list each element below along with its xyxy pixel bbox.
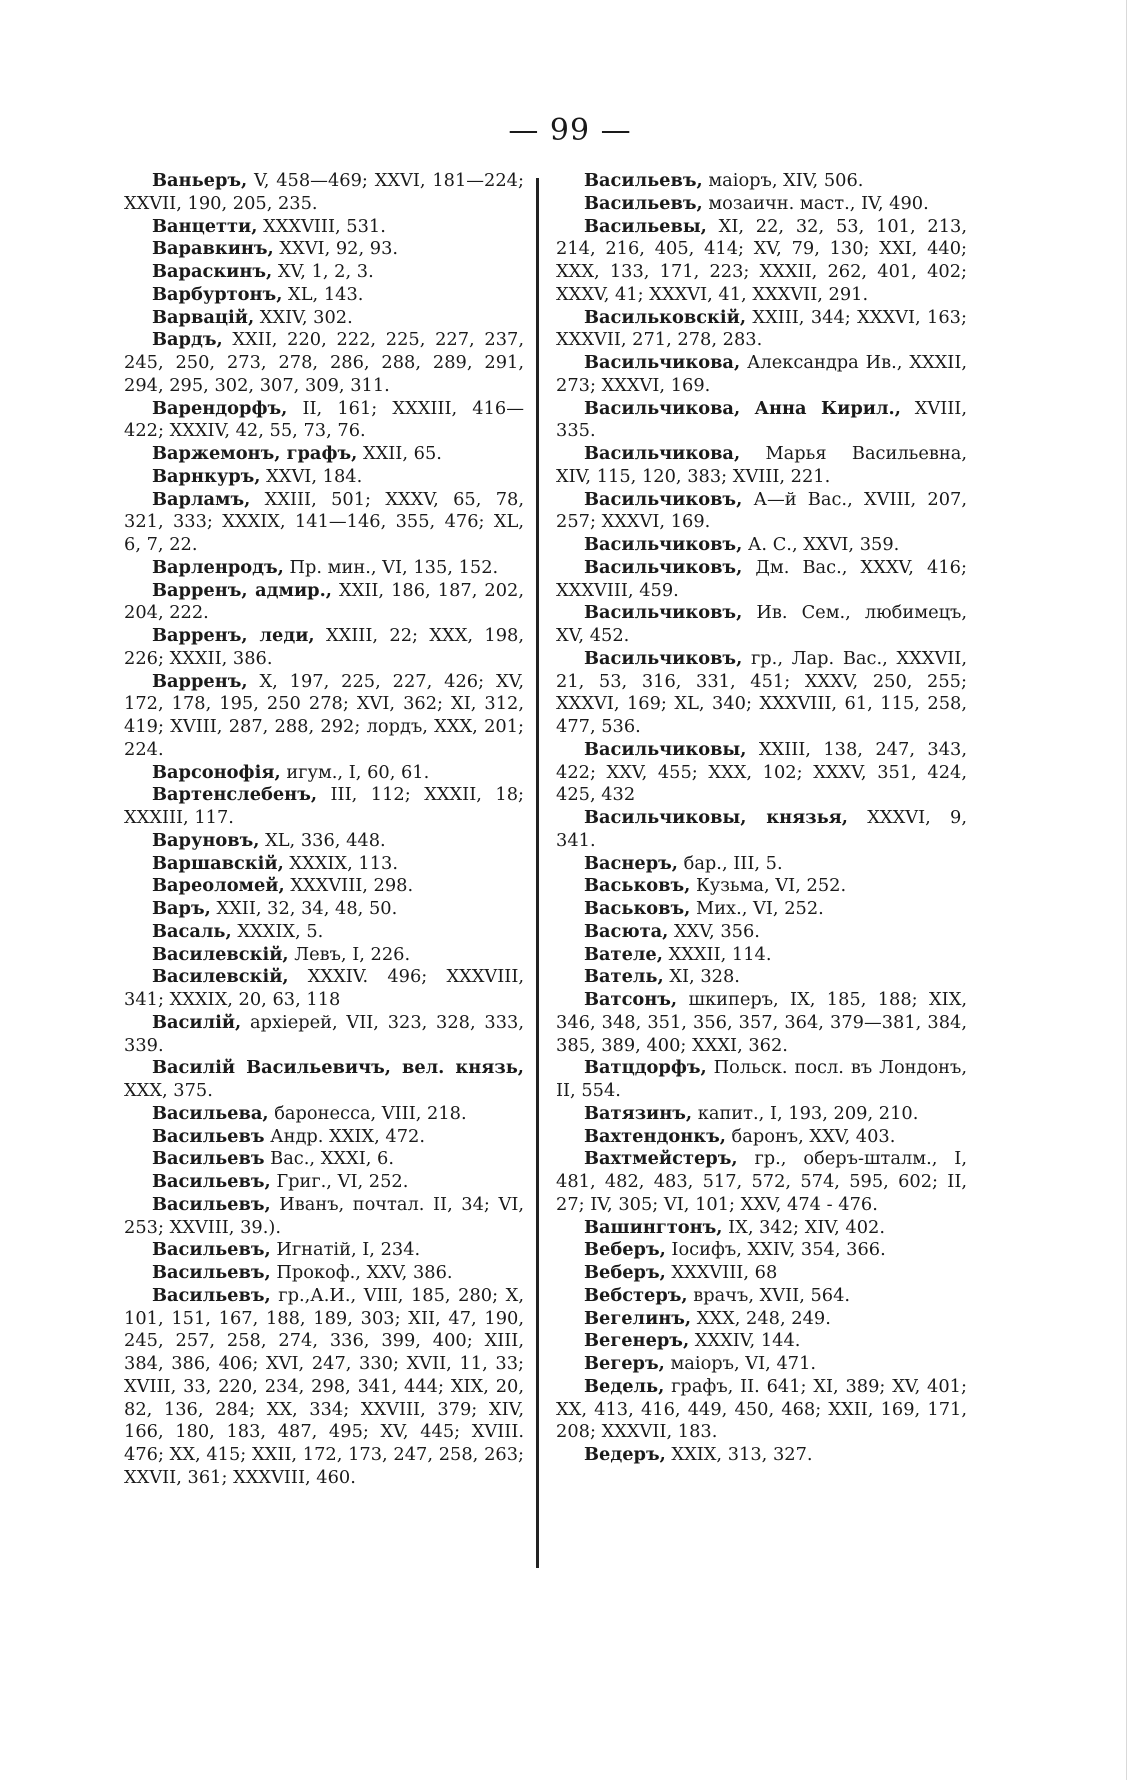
entry-references: II, 161; XXXIII, 416—422; XXXIV, 42, 55, 73, 76. bbox=[124, 397, 524, 442]
index-entry bbox=[124, 216, 524, 239]
index-entry bbox=[556, 1148, 967, 1216]
entry-headword: Ведель, bbox=[584, 1375, 665, 1397]
index-entry bbox=[124, 1239, 524, 1262]
index-entry bbox=[556, 1262, 967, 1285]
entry-references: XI, 22, 32, 53, 101, 213, 214, 216, 405, 414; XV, 79, 130; XXI, 440; XXX, 133, 171, 223; XXXII, 262, 401, 402; XXXV, 41; XXXVI, 41, XXXVII, 291. bbox=[556, 215, 967, 305]
entry-headword: Васильевъ, bbox=[584, 170, 703, 191]
index-entry bbox=[556, 875, 967, 898]
entry-headword: Васаль, bbox=[152, 920, 232, 942]
entry-headword: Вегенеръ, bbox=[584, 1330, 690, 1352]
entry-headword: Вартенслебенъ, bbox=[152, 784, 318, 806]
index-entry bbox=[556, 557, 967, 603]
index-entry bbox=[556, 1444, 967, 1467]
entry-headword: Васильчиковы, князья, bbox=[584, 807, 848, 828]
index-entry bbox=[556, 1239, 967, 1262]
index-entry bbox=[556, 853, 967, 876]
index-entry bbox=[556, 739, 967, 807]
entry-references: гр., Лар. Вас., XXXVII, 21, 53, 316, 331, 451; XXXV, 250, 255; XXXVI, 169; XL, 340; XXXVIII, 61, 115, 258, 477, 536. bbox=[556, 647, 967, 737]
entry-headword: Варвацій, bbox=[152, 306, 255, 328]
entry-references: Иванъ, почтал. II, 34; VI, 253; XXVIII, 39.). bbox=[124, 1193, 524, 1238]
entry-references: Левъ, I, 226. bbox=[288, 943, 411, 965]
entry-headword: Веберъ, bbox=[584, 1262, 666, 1283]
entry-headword: Вареоломей, bbox=[152, 875, 285, 897]
index-entry bbox=[124, 830, 524, 853]
entry-references: XXXIX, 113. bbox=[283, 852, 398, 874]
column-divider bbox=[536, 178, 539, 1568]
index-entry bbox=[124, 307, 524, 330]
entry-headword: Веберъ, bbox=[584, 1239, 666, 1261]
entry-headword: Ватязинъ, bbox=[584, 1102, 693, 1124]
index-entry bbox=[124, 1171, 524, 1194]
entry-references: XXXVIII, 531. bbox=[257, 215, 386, 237]
index-entry bbox=[124, 1285, 524, 1490]
entry-headword: Васильчиковы, bbox=[584, 738, 747, 760]
entry-references: Прокоф., XXV, 386. bbox=[270, 1262, 453, 1283]
index-entry bbox=[124, 261, 524, 284]
entry-references: XXII, 65. bbox=[357, 443, 442, 464]
entry-references: XV, 1, 2, 3. bbox=[272, 261, 374, 282]
index-entry bbox=[556, 443, 967, 489]
entry-references: Игнатій, I, 234. bbox=[270, 1239, 421, 1261]
index-entry bbox=[556, 398, 967, 444]
entry-headword: Василій Васильевичъ, вел. князь, bbox=[152, 1057, 524, 1079]
index-entry bbox=[124, 671, 524, 762]
entry-headword: Василій, bbox=[152, 1011, 242, 1033]
entry-headword: Васильевъ, bbox=[152, 1262, 271, 1283]
entry-references: А—й Вас., XVIII, 207, 257; XXXVI, 169. bbox=[556, 488, 967, 533]
entry-references: XXIX, 313, 327. bbox=[665, 1444, 813, 1465]
index-entry bbox=[556, 489, 967, 535]
entry-references: XXIII, 501; XXXV, 65, 78, 321, 333; XXXIX, 141—146, 355, 476; XL, 6, 7, 22. bbox=[124, 488, 524, 555]
entry-references: Григ., VI, 252. bbox=[270, 1171, 409, 1192]
entry-headword: Ватцдорфъ, bbox=[584, 1057, 707, 1079]
entry-references: врачъ, XVII, 564. bbox=[687, 1284, 851, 1306]
entry-headword: Вахтендонкъ, bbox=[584, 1125, 726, 1147]
entry-references: XL, 143. bbox=[282, 283, 364, 305]
entry-references: Андр. XXIX, 472. bbox=[264, 1125, 425, 1147]
left-column bbox=[124, 170, 524, 1490]
entry-references: III, 112; XXXII, 18; XXXIII, 117. bbox=[124, 784, 524, 828]
entry-headword: Васнеръ, bbox=[584, 852, 678, 874]
entry-references: игум., I, 60, 61. bbox=[280, 761, 430, 783]
entry-references: XVIII, 335. bbox=[556, 397, 967, 442]
entry-references: XXIII, 344; XXXVI, 163; XXXVII, 271, 278, 283. bbox=[556, 306, 967, 351]
entry-headword: Варренъ, bbox=[152, 670, 248, 692]
entry-references: Вас., XXXI, 6. bbox=[264, 1148, 394, 1170]
index-entry bbox=[556, 602, 967, 648]
index-entry bbox=[556, 989, 967, 1057]
entry-references: Кузьма, VI, 252. bbox=[690, 875, 847, 897]
entry-headword: Ванцетти, bbox=[152, 215, 258, 237]
entry-headword: Варуновъ, bbox=[152, 829, 260, 851]
index-entry bbox=[124, 238, 524, 261]
entry-references: XXIII, 138, 247, 343, 422; XXV, 455; XXX, 102; XXXV, 351, 424, 425, 432 bbox=[556, 738, 967, 806]
entry-headword: Варнкуръ, bbox=[152, 465, 261, 487]
index-entry bbox=[556, 1103, 967, 1126]
entry-references: бар., III, 5. bbox=[677, 852, 783, 874]
entry-headword: Васильчикова, bbox=[584, 352, 741, 373]
index-entry bbox=[556, 1353, 967, 1376]
index-entry bbox=[124, 1194, 524, 1240]
entry-headword: Васильевъ, bbox=[152, 1239, 271, 1261]
entry-references: V, 458—469; XXVI, 181—224; XXVII, 190, 205, 235. bbox=[124, 170, 524, 214]
index-entry bbox=[556, 216, 967, 307]
index-entry bbox=[124, 170, 524, 216]
index-entry bbox=[124, 580, 524, 626]
entry-headword: Вателе, bbox=[584, 943, 663, 965]
index-entry bbox=[556, 966, 967, 989]
index-entry bbox=[556, 352, 967, 398]
entry-headword: Варсонофія, bbox=[152, 761, 281, 783]
entry-references: XXII, 186, 187, 202, 204, 222. bbox=[124, 579, 524, 624]
entry-headword: Василевскій, bbox=[152, 943, 289, 965]
index-entry bbox=[124, 1148, 524, 1171]
entry-references: XXIV, 302. bbox=[254, 306, 353, 328]
entry-references: XXXVIII, 68 bbox=[665, 1262, 778, 1283]
entry-headword: Вегеръ, bbox=[584, 1353, 665, 1374]
entry-headword: Васильевъ bbox=[152, 1148, 265, 1170]
entry-references: архіерей, VII, 323, 328, 333, 339. bbox=[124, 1011, 524, 1056]
entry-headword: Васильчиковъ, bbox=[584, 488, 743, 510]
entry-references: Пр. мин., VI, 135, 152. bbox=[283, 556, 499, 578]
entry-headword: Васильчикова, Анна Кирил., bbox=[584, 397, 901, 419]
entry-headword: Васильчикова, bbox=[584, 443, 741, 464]
index-entry bbox=[124, 1012, 524, 1058]
entry-headword: Васильчиковъ, bbox=[584, 647, 743, 669]
entry-references: XXVI, 92, 93. bbox=[273, 238, 399, 260]
index-entry bbox=[124, 443, 524, 466]
entry-headword: Ведеръ, bbox=[584, 1444, 666, 1465]
entry-headword: Вебстеръ, bbox=[584, 1284, 688, 1306]
entry-references: Ив. Сем., любимецъ, XV, 452. bbox=[556, 602, 967, 646]
index-entry bbox=[556, 307, 967, 353]
entry-references: XXIII, 22; XXX, 198, 226; XXXII, 386. bbox=[124, 625, 524, 669]
entry-headword: Варендорфъ, bbox=[152, 397, 288, 419]
entry-headword: Вегелинъ, bbox=[584, 1307, 692, 1329]
index-entry bbox=[556, 1285, 967, 1308]
entry-headword: Варренъ, леди, bbox=[152, 625, 315, 646]
entry-headword: Васюта, bbox=[584, 920, 669, 942]
entry-headword: Ватель, bbox=[584, 966, 664, 988]
index-entry bbox=[556, 193, 967, 216]
index-entry bbox=[556, 807, 967, 853]
entry-headword: Васильевъ, bbox=[584, 192, 703, 214]
entry-references: XXV, 356. bbox=[668, 920, 760, 942]
entry-headword: Варленродъ, bbox=[152, 556, 284, 578]
index-entry bbox=[124, 1103, 524, 1126]
entry-headword: Варбуртонъ, bbox=[152, 283, 283, 305]
entry-references: Польск. посл. въ Лондонъ, II, 554. bbox=[556, 1057, 967, 1101]
entry-headword: Варламъ, bbox=[152, 488, 251, 510]
index-entry bbox=[556, 1057, 967, 1103]
entry-references: маіоръ, VI, 471. bbox=[664, 1353, 817, 1374]
entry-headword: Василевскій, bbox=[152, 966, 289, 988]
index-entry bbox=[124, 557, 524, 580]
entry-references: баронъ, XXV, 403. bbox=[725, 1125, 896, 1147]
entry-references: X, 197, 225, 227, 426; XV, 172, 178, 195, 250 278; XVI, 362; XI, 312, 419; XVIII, 287, 288, 292; лордъ, XXX, 201; 224. bbox=[124, 670, 524, 760]
index-entry bbox=[556, 898, 967, 921]
index-entry bbox=[124, 853, 524, 876]
entry-headword: Васьковъ, bbox=[584, 875, 691, 897]
entry-headword: Варренъ, адмир., bbox=[152, 579, 332, 601]
index-entry bbox=[124, 398, 524, 444]
entry-headword: Васильчиковъ, bbox=[584, 602, 743, 624]
entry-references: XXII, 220, 222, 225, 227, 237, 245, 250, 273, 278, 286, 288, 289, 291, 294, 295, 302, 307, 309, 311. bbox=[124, 329, 524, 396]
index-entry bbox=[124, 762, 524, 785]
entry-references: графъ, II. 641; XI, 389; XV, 401; XX, 413, 416, 449, 450, 468; XXII, 169, 171, 208; XXXVII, 183. bbox=[556, 1375, 967, 1443]
entry-headword: Вахтмейстеръ, bbox=[584, 1148, 738, 1170]
entry-references: XXXIV. 496; XXXVIII, 341; XXXIX, 20, 63, 118 bbox=[124, 966, 524, 1010]
index-entry bbox=[124, 898, 524, 921]
entry-references: IX, 342; XIV, 402. bbox=[722, 1216, 886, 1238]
entry-references: XXX, 375. bbox=[124, 1080, 213, 1101]
entry-headword: Васьковъ, bbox=[584, 898, 691, 919]
entry-references: гр.,А.И., VIII, 185, 280; X, 101, 151, 167, 188, 189, 303; XII, 47, 190, 245, 257, 258, 274, 336, 399, 400; XIII, 384, 386, 406; XVI, 247, 330; XVII, 11, 33; XVIII, 33, 220, 234, 298, 341, 444; XIX, 20, 82, 136, 284; XX, 334; XXVIII, 379; XIV, 166, 180, 183, 487, 495; XV, 445; XVIII. 476; XX, 415; XXII, 172, 173, 247, 258, 263; XXVII, 361; XXXVIII, 460. bbox=[124, 1284, 524, 1488]
entry-references: XXX, 248, 249. bbox=[691, 1307, 831, 1329]
entry-references: XXXII, 114. bbox=[662, 943, 772, 965]
index-entry bbox=[556, 1217, 967, 1240]
right-column bbox=[556, 170, 967, 1467]
index-entry bbox=[124, 329, 524, 397]
entry-headword: Васильевъ, bbox=[152, 1193, 271, 1215]
entry-references: XL, 336, 448. bbox=[259, 829, 386, 851]
index-entry bbox=[124, 489, 524, 557]
index-entry bbox=[556, 534, 967, 557]
index-entry bbox=[556, 1330, 967, 1353]
entry-references: Іосифъ, XXIV, 354, 366. bbox=[665, 1239, 886, 1261]
index-entry bbox=[556, 1376, 967, 1444]
index-entry bbox=[124, 284, 524, 307]
index-entry bbox=[124, 921, 524, 944]
index-entry bbox=[124, 784, 524, 830]
entry-headword: Варжемонъ, графъ, bbox=[152, 443, 358, 464]
entry-references: Мих., VI, 252. bbox=[690, 898, 824, 919]
entry-headword: Ваньеръ, bbox=[152, 170, 248, 191]
index-entry bbox=[124, 966, 524, 1012]
entry-references: Дм. Вас., XXXV, 416; XXXVIII, 459. bbox=[556, 556, 967, 601]
index-entry bbox=[124, 1126, 524, 1149]
entry-headword: Васильева, bbox=[152, 1102, 269, 1124]
entry-headword: Васильевы, bbox=[584, 215, 707, 237]
entry-references: XXVI, 184. bbox=[260, 465, 363, 487]
entry-references: мозаичн. маст., IV, 490. bbox=[702, 192, 929, 214]
entry-headword: Ватсонъ, bbox=[584, 989, 678, 1010]
index-entry bbox=[556, 648, 967, 739]
index-entry bbox=[556, 1308, 967, 1331]
entry-references: маіоръ, XIV, 506. bbox=[702, 170, 864, 191]
index-entry bbox=[556, 921, 967, 944]
index-entry bbox=[556, 1126, 967, 1149]
page-edge-line bbox=[1126, 0, 1127, 1780]
entry-references: капит., I, 193, 209, 210. bbox=[692, 1102, 919, 1124]
index-entry bbox=[124, 625, 524, 671]
entry-headword: Вардъ, bbox=[152, 329, 223, 351]
entry-references: Александра Ив., XXXII, 273; XXXVI, 169. bbox=[556, 352, 967, 396]
entry-references: баронесса, VIII, 218. bbox=[268, 1102, 467, 1124]
entry-references: XXXVIII, 298. bbox=[284, 875, 414, 897]
entry-headword: Вараскинъ, bbox=[152, 261, 273, 282]
entry-headword: Вашингтонъ, bbox=[584, 1216, 723, 1238]
entry-headword: Васильевъ, bbox=[152, 1284, 271, 1306]
entry-references: шкиперъ, IX, 185, 188; XIX, 346, 348, 351, 356, 357, 364, 379—381, 384, 385, 389, 400; XXXI, 362. bbox=[556, 989, 967, 1056]
entry-references: А. С., XXVI, 359. bbox=[742, 534, 900, 555]
index-entry bbox=[124, 1057, 524, 1103]
entry-headword: Варъ, bbox=[152, 898, 211, 919]
entry-references: Марья Васильевна, XIV, 115, 120, 383; XVIII, 221. bbox=[556, 443, 967, 487]
entry-headword: Васильевъ, bbox=[152, 1171, 271, 1192]
index-entry bbox=[124, 875, 524, 898]
entry-references: XXII, 32, 34, 48, 50. bbox=[210, 898, 398, 919]
entry-references: XXXIX, 5. bbox=[231, 920, 324, 942]
index-entry bbox=[124, 944, 524, 967]
entry-headword: Васильчиковъ, bbox=[584, 556, 743, 578]
entry-headword: Васильчиковъ, bbox=[584, 534, 743, 555]
entry-references: XI, 328. bbox=[663, 966, 740, 988]
index-entry bbox=[124, 1262, 524, 1285]
entry-headword: Васильевъ bbox=[152, 1125, 265, 1147]
entry-headword: Васильковскій, bbox=[584, 306, 747, 328]
entry-headword: Варшавскій, bbox=[152, 852, 284, 874]
index-entry bbox=[556, 170, 967, 193]
entry-references: XXXIV, 144. bbox=[689, 1330, 801, 1352]
entry-references: XXXVI, 9, 341. bbox=[556, 807, 968, 851]
entry-references: гр., оберъ-шталм., I, 481, 482, 483, 517, 572, 574, 595, 602; II, 27; IV, 305; VI, 101; XXV, 474 - 476. bbox=[556, 1148, 967, 1215]
index-entry bbox=[556, 944, 967, 967]
entry-headword: Варавкинъ, bbox=[152, 238, 274, 260]
page-number: — 99 — bbox=[508, 113, 632, 148]
index-entry bbox=[124, 466, 524, 489]
